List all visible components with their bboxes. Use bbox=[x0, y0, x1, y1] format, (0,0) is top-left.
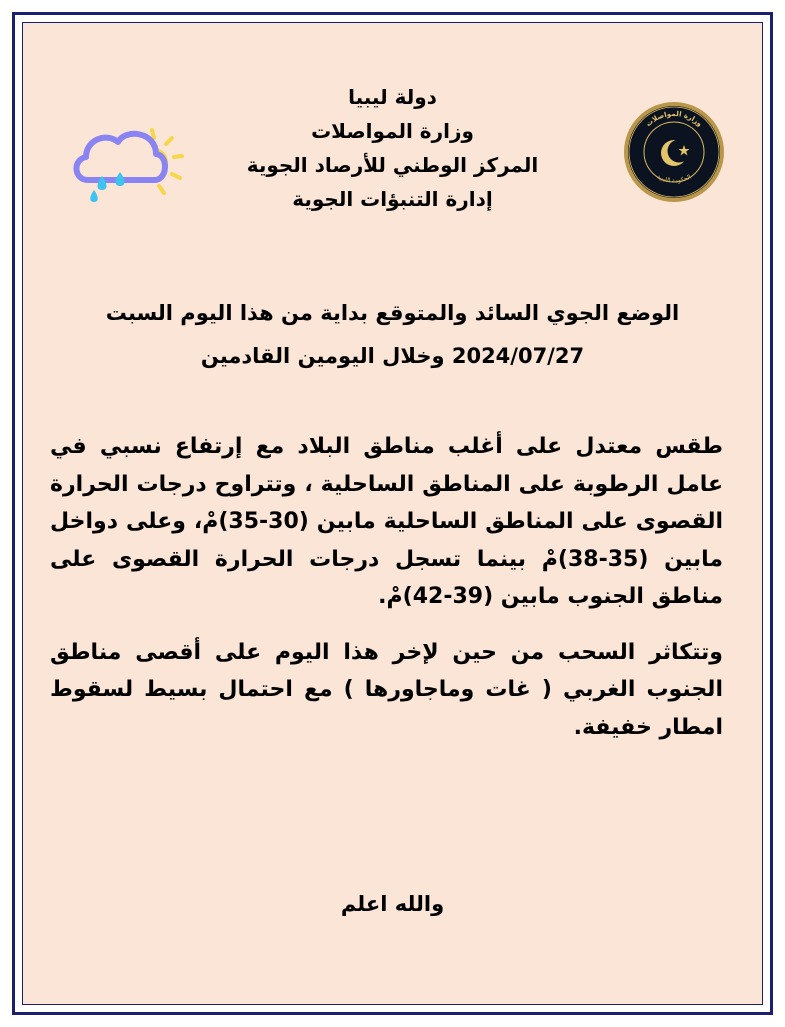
ministry-seal-icon bbox=[622, 100, 726, 204]
forecast-title-line2: 2024/07/27 وخلال اليومين القادمين bbox=[200, 344, 585, 368]
header-state: دولة ليبيا bbox=[348, 85, 437, 109]
closing-phrase: والله اعلم bbox=[340, 892, 445, 916]
seal-bottom-text: الحكومة الليبية bbox=[655, 173, 693, 185]
header-center: المركز الوطني للأرصاد الجوية bbox=[246, 153, 539, 177]
forecast-title bbox=[50, 292, 735, 378]
header-ministry: وزارة المواصلات bbox=[311, 119, 474, 143]
header-department: إدارة التنبؤات الجوية bbox=[292, 187, 493, 211]
rain-cloud-sun-icon bbox=[64, 120, 194, 210]
forecast-body bbox=[50, 428, 723, 746]
forecast-paragraph-temperature: طقس معتدل على أغلب مناطق البلاد مع إرتفاع نسبي في عامل الرطوبة على المناطق الساحلية ، وتتراوح درجات الحرارة القصوى على المناطق الساحلية مابين (30-35)مْ، وعلى دواخل مابين (35-38)مْ بينما تسجل درجات الحرارة القصوى على مناطق الجنوب مابين (39-42)مْ. bbox=[50, 434, 724, 609]
seal-top-text: وزارة المواصلات bbox=[644, 109, 704, 129]
forecast-title-line1: الوضع الجوي السائد والمتوقع بداية من هذا اليوم السبت bbox=[105, 301, 680, 325]
forecast-paragraph-clouds: وتتكاثر السحب من حين لإخر هذا اليوم على أقصى مناطق الجنوب الغربي ( غات وماجاورها ) مع احتمال بسيط لسقوط امطار خفيفة. bbox=[50, 639, 723, 740]
